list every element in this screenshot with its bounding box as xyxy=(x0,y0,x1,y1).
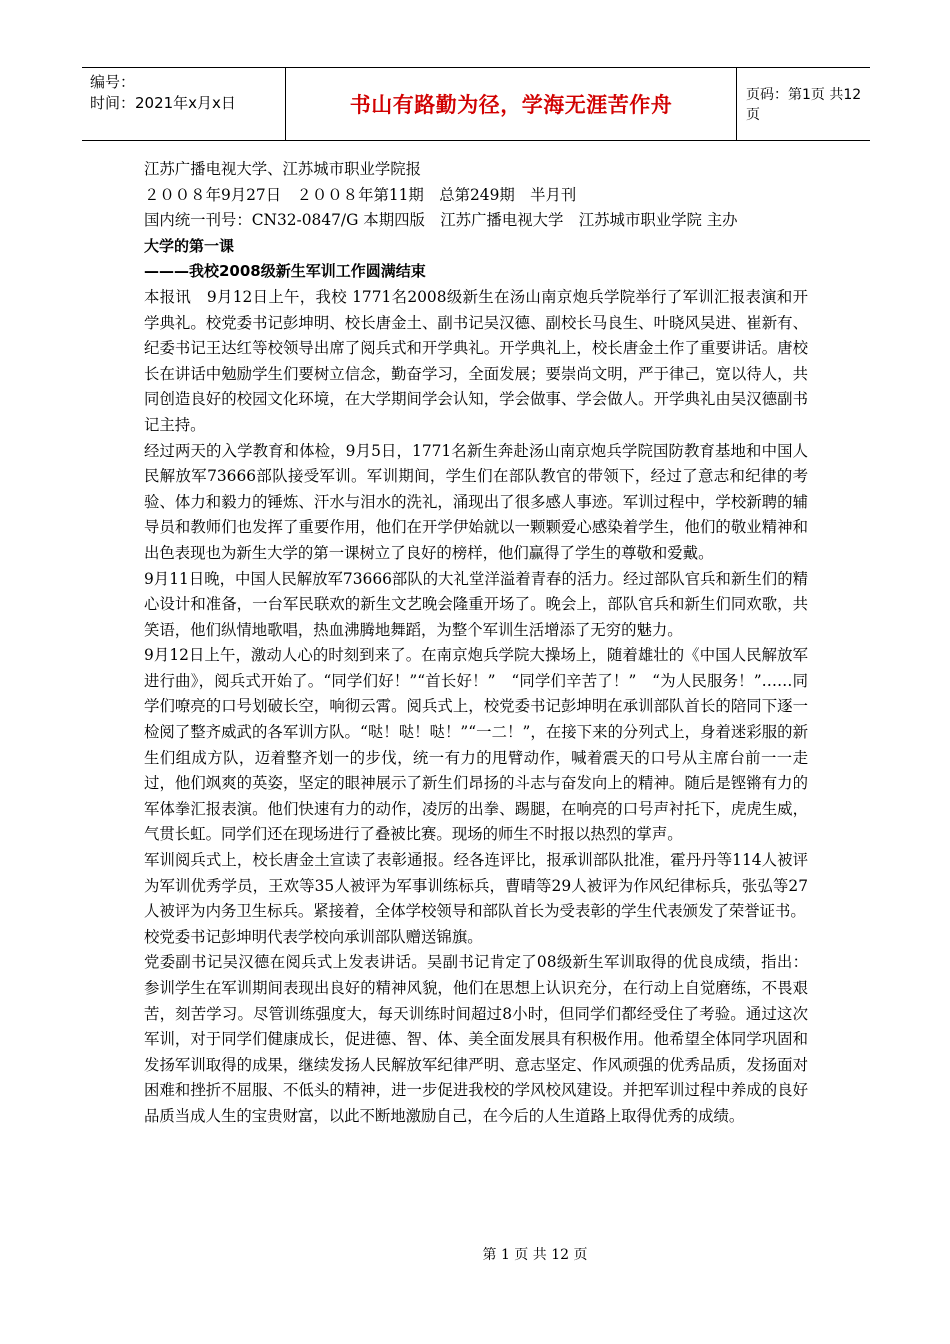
page-footer xyxy=(0,1244,950,1264)
masthead-line-2: ２００８年9月27日 ２００８年第11期 总第249期 半月刊 xyxy=(144,185,577,204)
page-indicator: 页码：第1页 共12页 xyxy=(746,87,862,123)
masthead-line-1: 江苏广播电视大学、江苏城市职业学院报 xyxy=(144,160,422,178)
article-paragraph: 党委副书记吴汉德在阅兵式上发表讲话。吴副书记肯定了08级新生军训取得的优良成绩，指出：参训学生在军训期间表现出良好的精神风貌，他们在思想上认识充分，在行动上自觉磨练，不畏艰苦，刻苦学习。尽管训练强度大，每天训练时间超过8小时，但同学们都经受住了考验。通过这次军训，对于同学们健康成长，促进德、智、体、美全面发展具有积极作用。他希望全体同学巩固和发扬军训取得的成果，继续发扬人民解放军纪律严明、意志坚定、作风顽强的优秀品质，发扬面对困难和挫折不屈服、不低头的精神，进一步促进我校的学风校风建设。并把军训过程中养成的良好品质当成人生的宝贵财富，以此不断地激励自己，在今后的人生道路上取得优秀的成绩。 xyxy=(144,953,808,1125)
document-body xyxy=(144,157,808,1130)
motto: 书山有路勤为径，学海无涯苦作舟 xyxy=(349,93,673,117)
header-meta xyxy=(90,72,280,114)
motto-box xyxy=(285,68,737,140)
article-paragraph: 军训阅兵式上，校长唐金土宣读了表彰通报。经各连评比，报承训部队批准，霍丹丹等114人被评为军训优秀学员，王欢等35人被评为军事训练标兵，曹晴等29人被评为作风纪律标兵，张弘等27人被评为内务卫生标兵。紧接着，全体学校领导和部队首长为受表彰的学生代表颁发了荣誉证书。 xyxy=(144,851,808,921)
article-paragraph: 经过两天的入学教育和体检，9月5日，1771名新生奔赴汤山南京炮兵学院国防教育基地和中国人民解放军73666部队接受军训。军训期间，学生们在部队教官的带领下，经过了意志和纪律的考验、体力和毅力的锤炼、汗水与泪水的洗礼，涌现出了很多感人事迹。军训过程中，学校新聘的辅导员和教师们也发挥了重要作用，他们在开学伊始就以一颗颗爱心感染着学生，他们的敬业精神和出色表现也为新生大学的第一课树立了良好的榜样，他们赢得了学生的尊敬和爱戴。 xyxy=(144,441,808,562)
time-label: 时间：2021年x月x日 xyxy=(90,94,236,112)
footer-page-number: 第 1 页 共 12 页 xyxy=(482,1247,588,1263)
article-paragraph: 9月12日上午，激动人心的时刻到来了。在南京炮兵学院大操场上，随着雄壮的《中国人民解放军进行曲》，阅兵式开始了。“同学们好！”“首长好！” “同学们辛苦了！” “为人民服务！”……同学们嘹亮的口号划破长空，响彻云霄。阅兵式上，校党委书记彭坤明在承训部队首长的陪同下逐一检阅了整齐威武的各军训方队。“哒！哒！哒！”“一二！”，在接下来的分列式上，身着迷彩服的新生们组成方队，迈着整齐划一的步伐，统一有力的甩臂动作，喊着震天的口号从主席台前一一走过，他们飒爽的英姿，坚定的眼神展示了新生们昂扬的斗志与奋发向上的精神。随后是铿锵有力的军体拳汇报表演。他们快速有力的动作，凌厉的出拳、踢腿，在响亮的口号声衬托下，虎虎生威，气贯长虹。同学们还在现场进行了叠被比赛。现场的师生不时报以热烈的掌声。 xyxy=(144,646,808,844)
article-title: 大学的第一课 xyxy=(144,236,235,255)
article-paragraph: 9月11日晚，中国人民解放军73666部队的大礼堂洋溢着青春的活力。经过部队官兵和新生们的精心设计和准备，一台军民联欢的新生文艺晚会隆重开场了。晚会上，部队官兵和新生们同欢歌，共笑语，他们纵情地歌唱，热血沸腾地舞蹈，为整个军训生活增添了无穷的魅力。 xyxy=(144,569,808,639)
article-paragraph: 校党委书记彭坤明代表学校向承训部队赠送锦旗。 xyxy=(144,927,483,946)
masthead-line-3: 国内统一刊号：CN32-0847/G 本期四版 江苏广播电视大学 江苏城市职业学院 主办 xyxy=(144,211,738,230)
article-paragraph: 本报讯 9月12日上午，我校 1771名2008级新生在汤山南京炮兵学院举行了军训汇报表演和开学典礼。校党委书记彭坤明、校长唐金土、副书记吴汉德、副校长马良生、叶晓风吴进、崔新有、纪委书记王达红等校领导出席了阅兵式和开学典礼。开学典礼上，校长唐金土作了重要讲话。唐校长在讲话中勉励学生们要树立信念，勤奋学习，全面发展；要崇尚文明，严于律己，宽以待人，共同创造良好的校园文化环境，在大学期间学会认知，学会做事、学会做人。开学典礼由吴汉德副书记主持。 xyxy=(144,287,808,434)
number-label: 编号： xyxy=(90,73,136,91)
article-subtitle: ———我校2008级新生军训工作圆满结束 xyxy=(144,262,426,281)
page-header xyxy=(82,67,870,141)
